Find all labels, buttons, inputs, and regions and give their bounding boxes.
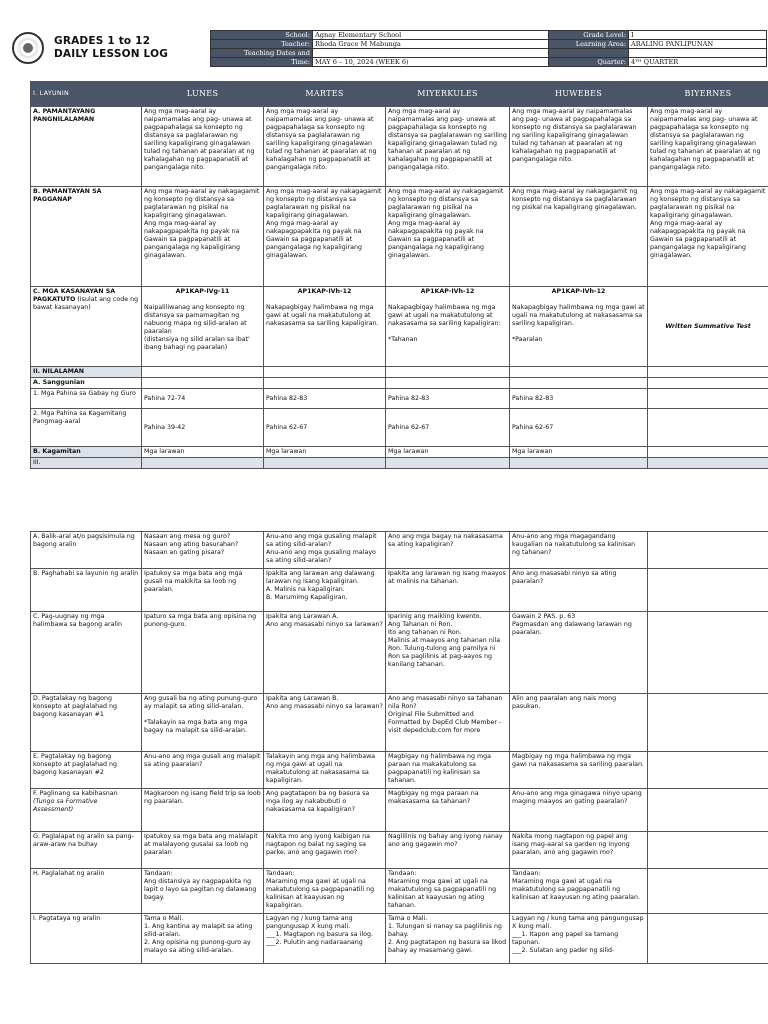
cell-b-miyerkules: Ang mga mag-aaral ay nakagagamit ng konsepto ng distansya sa paglalarawan ng pisikal na kapaligirang ginagalawan. Ang mga mag-aaral ay nakapagpapakita ng payak na Gawain sa pagpapanatili at pangangalaga ng kapaligirang ginagalawan. — [386, 187, 510, 287]
cell-r0-biyernes — [648, 532, 768, 569]
cell-guro-miyerkules: Pahina 82-83 — [386, 389, 510, 409]
cell-kag-martes: Pahina 62-67 — [264, 409, 386, 447]
row-label-paghahabi: B. Paghahabi sa layunin ng aralin — [31, 569, 142, 612]
cell-b-martes: Ang mga mag-aaral ay nakagagamit ng konsepto ng distansya sa paglalarawan ng pisikal na kapaligirang ginagalawan. Ang mga mag-aaral ay nakapagpapakita ng payak na Gawain sa pagpapanatili at pangangalaga ng kapaligirang ginagalawan. — [264, 187, 386, 287]
cell-bk-huwebes: Mga larawan — [510, 447, 648, 458]
cell-r2-huwebes: Gawain 2 PAS. p. 63 Pagmasdan ang dalawang larawan ng paaralan. — [510, 612, 648, 694]
cell-r5-miyerkules: Magbigay ng mga paraan na makasasama sa tahanan? — [386, 789, 510, 832]
cell-r6-miyerkules: Naglilinis ng bahay ang iyong nanay ano ang gagawin mo? — [386, 832, 510, 869]
cell-r2-lunes: Ipaturo sa mga bata ang opisina ng punong-guro. — [142, 612, 264, 694]
cell-kag-miyerkules: Pahina 62-67 — [386, 409, 510, 447]
cell-sang-3 — [386, 378, 510, 389]
cell-bk-miyerkules: Mga larawan — [386, 447, 510, 458]
cell-guro-martes: Pahina 82-83 — [264, 389, 386, 409]
row-label-paglalahat: H. Paglalahat ng aralin — [31, 869, 142, 914]
cell-r8-huwebes: Lagyan ng / kung tama ang pangungusap X kung mali. ___1. Itapon ang papel sa tamang tapunan. ___2. Sulatan ang pader ng silid- — [510, 914, 648, 964]
cell-r5-lunes: Magkaroon ng isang field trip sa loob ng paaralan. — [142, 789, 264, 832]
paglinang-note: (Tungo sa Formative Assessment) — [33, 798, 98, 813]
cell-c-huwebes — [510, 287, 648, 367]
cell-r7-miyerkules: Tandaan: Maraming mga gawi at ugali na makatutulong sa pagpapanatili ng kalinisan at kaayusan ng ating tahanan. — [386, 869, 510, 914]
cell-bk-martes: Mga larawan — [264, 447, 386, 458]
cell-a-huwebes: Ang mga mag-aaral ay naipamamalas ang pag- unawa at pagpapahalaga sa konsepto ng distansya sa paglalarawan ng sariling kapaligirang ginagalawan tulad ng tahanan at paaralan at ng kahalagahan ng pagpapanatili at pangangalaga nito. — [510, 107, 648, 187]
cell-r3-lunes: Ang gusali ba ng ating punung-guro ay malapit sa ating silid-aralan. *Talakayin sa mga bata ang mga bagay na malapit sa silid-aralan. — [142, 694, 264, 752]
title-line-1: GRADES 1 to 12 — [54, 35, 151, 47]
code-miyerkules: AP1KAP-IVh-12 — [420, 288, 475, 295]
grade-label: Grade Level: — [549, 31, 629, 40]
cell-r5-biyernes — [648, 789, 768, 832]
row-label-kasanayan — [31, 287, 142, 367]
cell-sang-1 — [142, 378, 264, 389]
cell-bk-lunes: Mga larawan — [142, 447, 264, 458]
cell-r7-lunes: Tandaan: Ang distansiya ay nagpapakita ng lapit o layo sa pagitan ng dalawang bagay. — [142, 869, 264, 914]
cell-r1-martes: Ipakita ang larawan ang dalawang larawan ng isang kapaligiran. A. Malinis na kapaligiran. B. Marumimg Kapaligiran. — [264, 569, 386, 612]
cell-r6-huwebes: Nakita mong nagtapon ng papel ang isang mag-aaral sa garden ng inyong paaralan, ano ang gagawin mo? — [510, 832, 648, 869]
school-value: Agnay Elementary School — [313, 31, 549, 40]
cell-r4-biyernes — [648, 752, 768, 789]
empty-value — [629, 49, 767, 58]
text-c-huwebes: Nakapagbigay halimbawa ng mga gawi at ugali na makatutulong at nakasasama sa sariling kapaligiran. *Paaralan — [512, 304, 645, 343]
cell-guro-lunes: Pahina 72-74 — [142, 389, 264, 409]
cell-r7-biyernes — [648, 869, 768, 914]
row-label-kagamitan: B. Kagamitan — [31, 447, 142, 458]
dates-label-2: Time: — [211, 58, 313, 67]
code-lunes: AP1KAP-IVg-11 — [175, 288, 230, 295]
cell-r3-huwebes: Alin ang paaralan ang nais mong pasukan. — [510, 694, 648, 752]
cell-r3-miyerkules: Ano ang masasabi ninyo sa tahanan nila Ron? Original File Submitted and Formatted by DepEd Club Member - visit depedclub.com for more — [386, 694, 510, 752]
dates-value: MAY 6 – 10, 2024 (WEEK 6) — [313, 58, 549, 67]
dates-empty — [313, 49, 549, 58]
column-lunes: LUNES — [142, 82, 264, 107]
column-biyernes: BIYERNES — [648, 82, 768, 107]
cell-kag-huwebes: Pahina 62-67 — [510, 409, 648, 447]
cell-r7-huwebes: Tandaan: Maraming mga gawi at ugali na makatutulong sa pagpapanatili ng kalinisan at kaayusan ng ating paaralan. — [510, 869, 648, 914]
cell-r6-biyernes — [648, 832, 768, 869]
row-label-sanggunian: A. Sanggunian — [31, 378, 142, 389]
cell-r8-biyernes — [648, 914, 768, 964]
row-label-balik-aral: A. Balik-aral at/o pagsisimula ng bagong aralin — [31, 532, 142, 569]
cell-r2-martes: Ipakita ang Larawan A. Ano ang masasabi ninyo sa larawan? — [264, 612, 386, 694]
school-label: School: — [211, 31, 313, 40]
cell-r5-martes: Ang pagtatapon ba ng basura sa mga ilog ay nakabubuti o nakasasama sa kapaligiran? — [264, 789, 386, 832]
title-line-2: DAILY LESSON LOG — [54, 48, 169, 60]
row-label-iii: III. — [31, 458, 142, 469]
cell-r3-martes: Ipakita ang Larawan B. Ano ang masasabi ninyo sa larawan? — [264, 694, 386, 752]
row-label-pagtalakay-1: D. Pagtalakay ng bagong konsepto at paglalahad ng bagong kasanayan #1 — [31, 694, 142, 752]
cell-guro-huwebes: Pahina 82-83 — [510, 389, 648, 409]
cell-iii-5 — [648, 458, 768, 469]
cell-a-miyerkules: Ang mga mag-aaral ay naipamamalas ang pag- unawa at pagpapahalaga sa konsepto ng distansya sa paglalarawan ng sariling kapaligirang ginagalawan tulad ng tahanan at paaralan at ng kahalagahan ng pagpapanatili at pangangalaga nito. — [386, 107, 510, 187]
lesson-log-top-table — [30, 81, 768, 469]
cell-r4-miyerkules: Magbigay ng halimbawa ng mga paraan na makakatulong sa pagpapanatili ng kalinisan sa tahanan. — [386, 752, 510, 789]
cell-kag-lunes: Pahina 39-42 — [142, 409, 264, 447]
cell-r0-martes: Anu-ano ang mga gusaling malapit sa ating silid-aralan? Anu-ano ang mga gusaling malayo sa ating silid-aralan? — [264, 532, 386, 569]
cell-r8-miyerkules: Tama o Mali. 1. Tulungan si nanay sa paglilinis ng bahay. 2. Ang pagtatapon ng basura sa likod bahay ay masamang gawi. — [386, 914, 510, 964]
cell-sang-4 — [510, 378, 648, 389]
cell-r0-miyerkules: Ano ang mga bagay na nakasasama sa ating kapaligiran? — [386, 532, 510, 569]
header-info-table — [210, 30, 767, 67]
cell-r8-martes: Lagyan ng / kung tama ang pangungusap X kung mali. ___1. Magtapon ng basura sa ilog. ___2. Pulutin ang nadaraanang — [264, 914, 386, 964]
quarter-value: 4ᵀᴴ QUARTER — [629, 58, 767, 67]
cell-r7-martes: Tandaan: Maraming mga gawi at ugali na makatutulong sa pagpapanatili ng kalinisan at kaayusan ng kapaligiran. — [264, 869, 386, 914]
cell-r4-martes: Talakayin ang mga ang halimbawa ng mga gawi at ugali na makatutulong at nakasasama sa kapaligiran. — [264, 752, 386, 789]
cell-sang-5 — [648, 378, 768, 389]
quarter-label: Quarter: — [549, 58, 629, 67]
cell-r6-lunes: Ipatukoy sa mga bata ang malalapit at malalayong gusalai sa loob ng paaralan — [142, 832, 264, 869]
teacher-label: Teacher: — [211, 40, 313, 49]
row-label-pagtataya: I. Pagtataya ng aralin — [31, 914, 142, 964]
cell-kag-biyernes — [648, 409, 768, 447]
paglinang-label: F. Paglinang sa kabihasnan — [33, 790, 118, 797]
cell-b-lunes: Ang mga mag-aaral ay nakagagamit ng konsepto ng distansya sa paglalarawan ng pisikal na kapaligirang ginagalawan. Ang mga mag-aaral ay nakapagpapakita ng payak na Gawain sa pagpapanatili at pangangalaga ng kapaligirang ginagalawan. — [142, 187, 264, 287]
cell-r6-martes: Nakita mo ang iyong kaibigan na nagtapon ng balat ng saging sa parke, ano ang gagawin mo? — [264, 832, 386, 869]
text-c-martes: Nakapagbigay halimbawa ng mga gawi at ugali na makatutulong at nakasasama sa sariling kapaligiran. — [266, 304, 379, 327]
cell-r1-biyernes — [648, 569, 768, 612]
cell-iii-4 — [510, 458, 648, 469]
cell-iii-1 — [142, 458, 264, 469]
cell-r0-huwebes: Anu-ano ang mga magagandang kaugalian na nakatutulong sa kalinisan ng tahanan? — [510, 532, 648, 569]
lesson-log-procedure-table — [30, 531, 768, 964]
cell-nil-4 — [510, 367, 648, 378]
row-label-paglinang — [31, 789, 142, 832]
cell-b-biyernes: Ang mga mag-aaral ay nakagagamit ng konsepto ng distansya sa paglalarawan ng pisikal na kapaligirang ginagalawan. Ang mga mag-aaral ay nakapagpapakita ng payak na Gawain sa pagpapanatili at pangangalaga ng kapaligirang ginagalawan. — [648, 187, 768, 287]
teacher-value: Rhoda Grace M Mabunga — [313, 40, 549, 49]
cell-c-lunes — [142, 287, 264, 367]
code-martes: AP1KAP-IVh-12 — [297, 288, 352, 295]
cell-r3-biyernes — [648, 694, 768, 752]
cell-r4-lunes: Anu-ano ang mga gusali ang malapit sa ating paaralan? — [142, 752, 264, 789]
cell-a-lunes: Ang mga mag-aaral ay naipamamalas ang pag- unawa at pagpapahalaga sa konsepto ng distansya sa paglalarawan ng sariling kapaligirang ginagalawan tulad ng tahanan at paaralan at ng kahalagahan ng pagpapanatili at pangangalaga nito. — [142, 107, 264, 187]
area-label: Learning Area: — [549, 40, 629, 49]
cell-r1-huwebes: Ano ang masasabi ninyo sa ating paaralan? — [510, 569, 648, 612]
row-label-paglalapat: G. Paglalapat ng aralin sa pang-araw-araw na buhay — [31, 832, 142, 869]
row-label-pagtalakay-2: E. Pagtalakay ng bagong konsepto at paglalahad ng bagong kasanayan #2 — [31, 752, 142, 789]
row-label-kagamitang-pangmag-aaral: 2. Mga Pahina sa Kagamitang Pangmag-aaral — [31, 409, 142, 447]
column-martes: MARTES — [264, 82, 386, 107]
deped-seal-logo — [12, 32, 44, 64]
cell-nil-3 — [386, 367, 510, 378]
cell-sang-2 — [264, 378, 386, 389]
cell-bk-biyernes — [648, 447, 768, 458]
row-label-pamantayang-pangnilalaman: A. PAMANTAYANG PANGNILALAMAN — [31, 107, 142, 187]
cell-r5-huwebes: Anu-ano ang mga ginagawa ninyo upang maging maayos an gating paaralan? — [510, 789, 648, 832]
cell-r1-miyerkules: Ipakita ang larawan ng isang maayos at malinis na tahanan. — [386, 569, 510, 612]
cell-a-martes: Ang mga mag-aaral ay naipamamalas ang pag- unawa at pagpapahalaga sa konsepto ng distansya sa paglalarawan ng sariling kapaligirang ginagalawan tulad ng tahanan at paaralan at ng kahalagahan ng pagpapanatili at pangangalaga nito. — [264, 107, 386, 187]
cell-r8-lunes: Tama o Mali. 1. Ang kantina ay malapit sa ating silid-aralan. 2. Ang opisina ng punong-guro ay malayo sa ating silid-aralan. — [142, 914, 264, 964]
dates-label-1: Teaching Dates and — [211, 49, 313, 58]
document-title — [54, 35, 168, 61]
cell-r1-lunes: Ipatukoy sa mga bata ang mga gusali na makikita sa loob ng paaralan. — [142, 569, 264, 612]
code-huwebes: AP1KAP-IVh-12 — [551, 288, 606, 295]
kasanayan-label: C. MGA KASANAYAN SA PAGKATUTO — [33, 288, 116, 303]
row-label-gabay-guro: 1. Mga Pahina sa Gabay ng Guro — [31, 389, 142, 409]
text-c-lunes: Naipaliliwanag ang konsepto ng distansya sa pamamagitan ng nabuong mapa ng silid-aralan at paaralan (distansiya ng silid aralan sa ibat' ibang bahagi ng paaralan) — [144, 304, 250, 351]
grade-value: I — [629, 31, 767, 40]
kasanayan-note: (Isulat ang code ng bawat kasanayan) — [33, 296, 139, 311]
cell-nil-1 — [142, 367, 264, 378]
cell-a-biyernes: Ang mga mag-aaral ay naipamamalas ang pag- unawa at pagpapahalaga sa konsepto ng distansya sa paglalarawan ng sariling kapaligirang ginagalawan tulad ng tahanan at paaralan at ng kahalagahan ng pagpapanatili at pangangalaga nito. — [648, 107, 768, 187]
row-label-pag-uugnay: C. Pag-uugnay ng mga halimbawa sa bagong aralin — [31, 612, 142, 694]
cell-iii-2 — [264, 458, 386, 469]
row-label-pamantayan-sa-pagganap: B. PAMANTAYAN SA PAGGANAP — [31, 187, 142, 287]
cell-r4-huwebes: Magbigay ng mga halimbawa ng mga gawi na nakasasama sa sariling paaralan. — [510, 752, 648, 789]
text-c-miyerkules: Nakapagbigay halimbawa ng mga gawi at ugali na makatutulong at nakasasama sa sariling kapaligiran: *Tahanan — [388, 304, 501, 343]
empty-label — [549, 49, 629, 58]
cell-c-miyerkules — [386, 287, 510, 367]
cell-r0-lunes: Nasaan ang mesa ng guro? Nasaan ang ating basurahan? Nasaan an gating pisara? — [142, 532, 264, 569]
row-label-nilalaman: II. NILALAMAN — [31, 367, 142, 378]
cell-r2-biyernes — [648, 612, 768, 694]
column-layunin: I. LAYUNIN — [31, 82, 142, 107]
cell-r2-miyerkules: Iparinig ang maikling kwento. Ang Tahanan ni Ron. Ito ang tahanan ni Ron. Malinis at maayos ang tahanan nila Ron. Tulung-tulong ang pamilya ni Ron sa paglilinis at pag-aayos ng kanilang tahanan. — [386, 612, 510, 694]
cell-nil-2 — [264, 367, 386, 378]
area-value: ARALING PANLIPUNAN — [629, 40, 767, 49]
cell-iii-3 — [386, 458, 510, 469]
column-huwebes: HUWEBES — [510, 82, 648, 107]
cell-b-huwebes: Ang mga mag-aaral ay nakagagamit ng konsepto ng distansya sa paglalarawan ng pisikal na kapaligirang ginagalawan. — [510, 187, 648, 287]
cell-nil-5 — [648, 367, 768, 378]
cell-c-martes — [264, 287, 386, 367]
cell-guro-biyernes — [648, 389, 768, 409]
cell-c-biyernes-summative: Written Summative Test — [648, 287, 768, 367]
column-miyerkules: MIYERKULES — [386, 82, 510, 107]
